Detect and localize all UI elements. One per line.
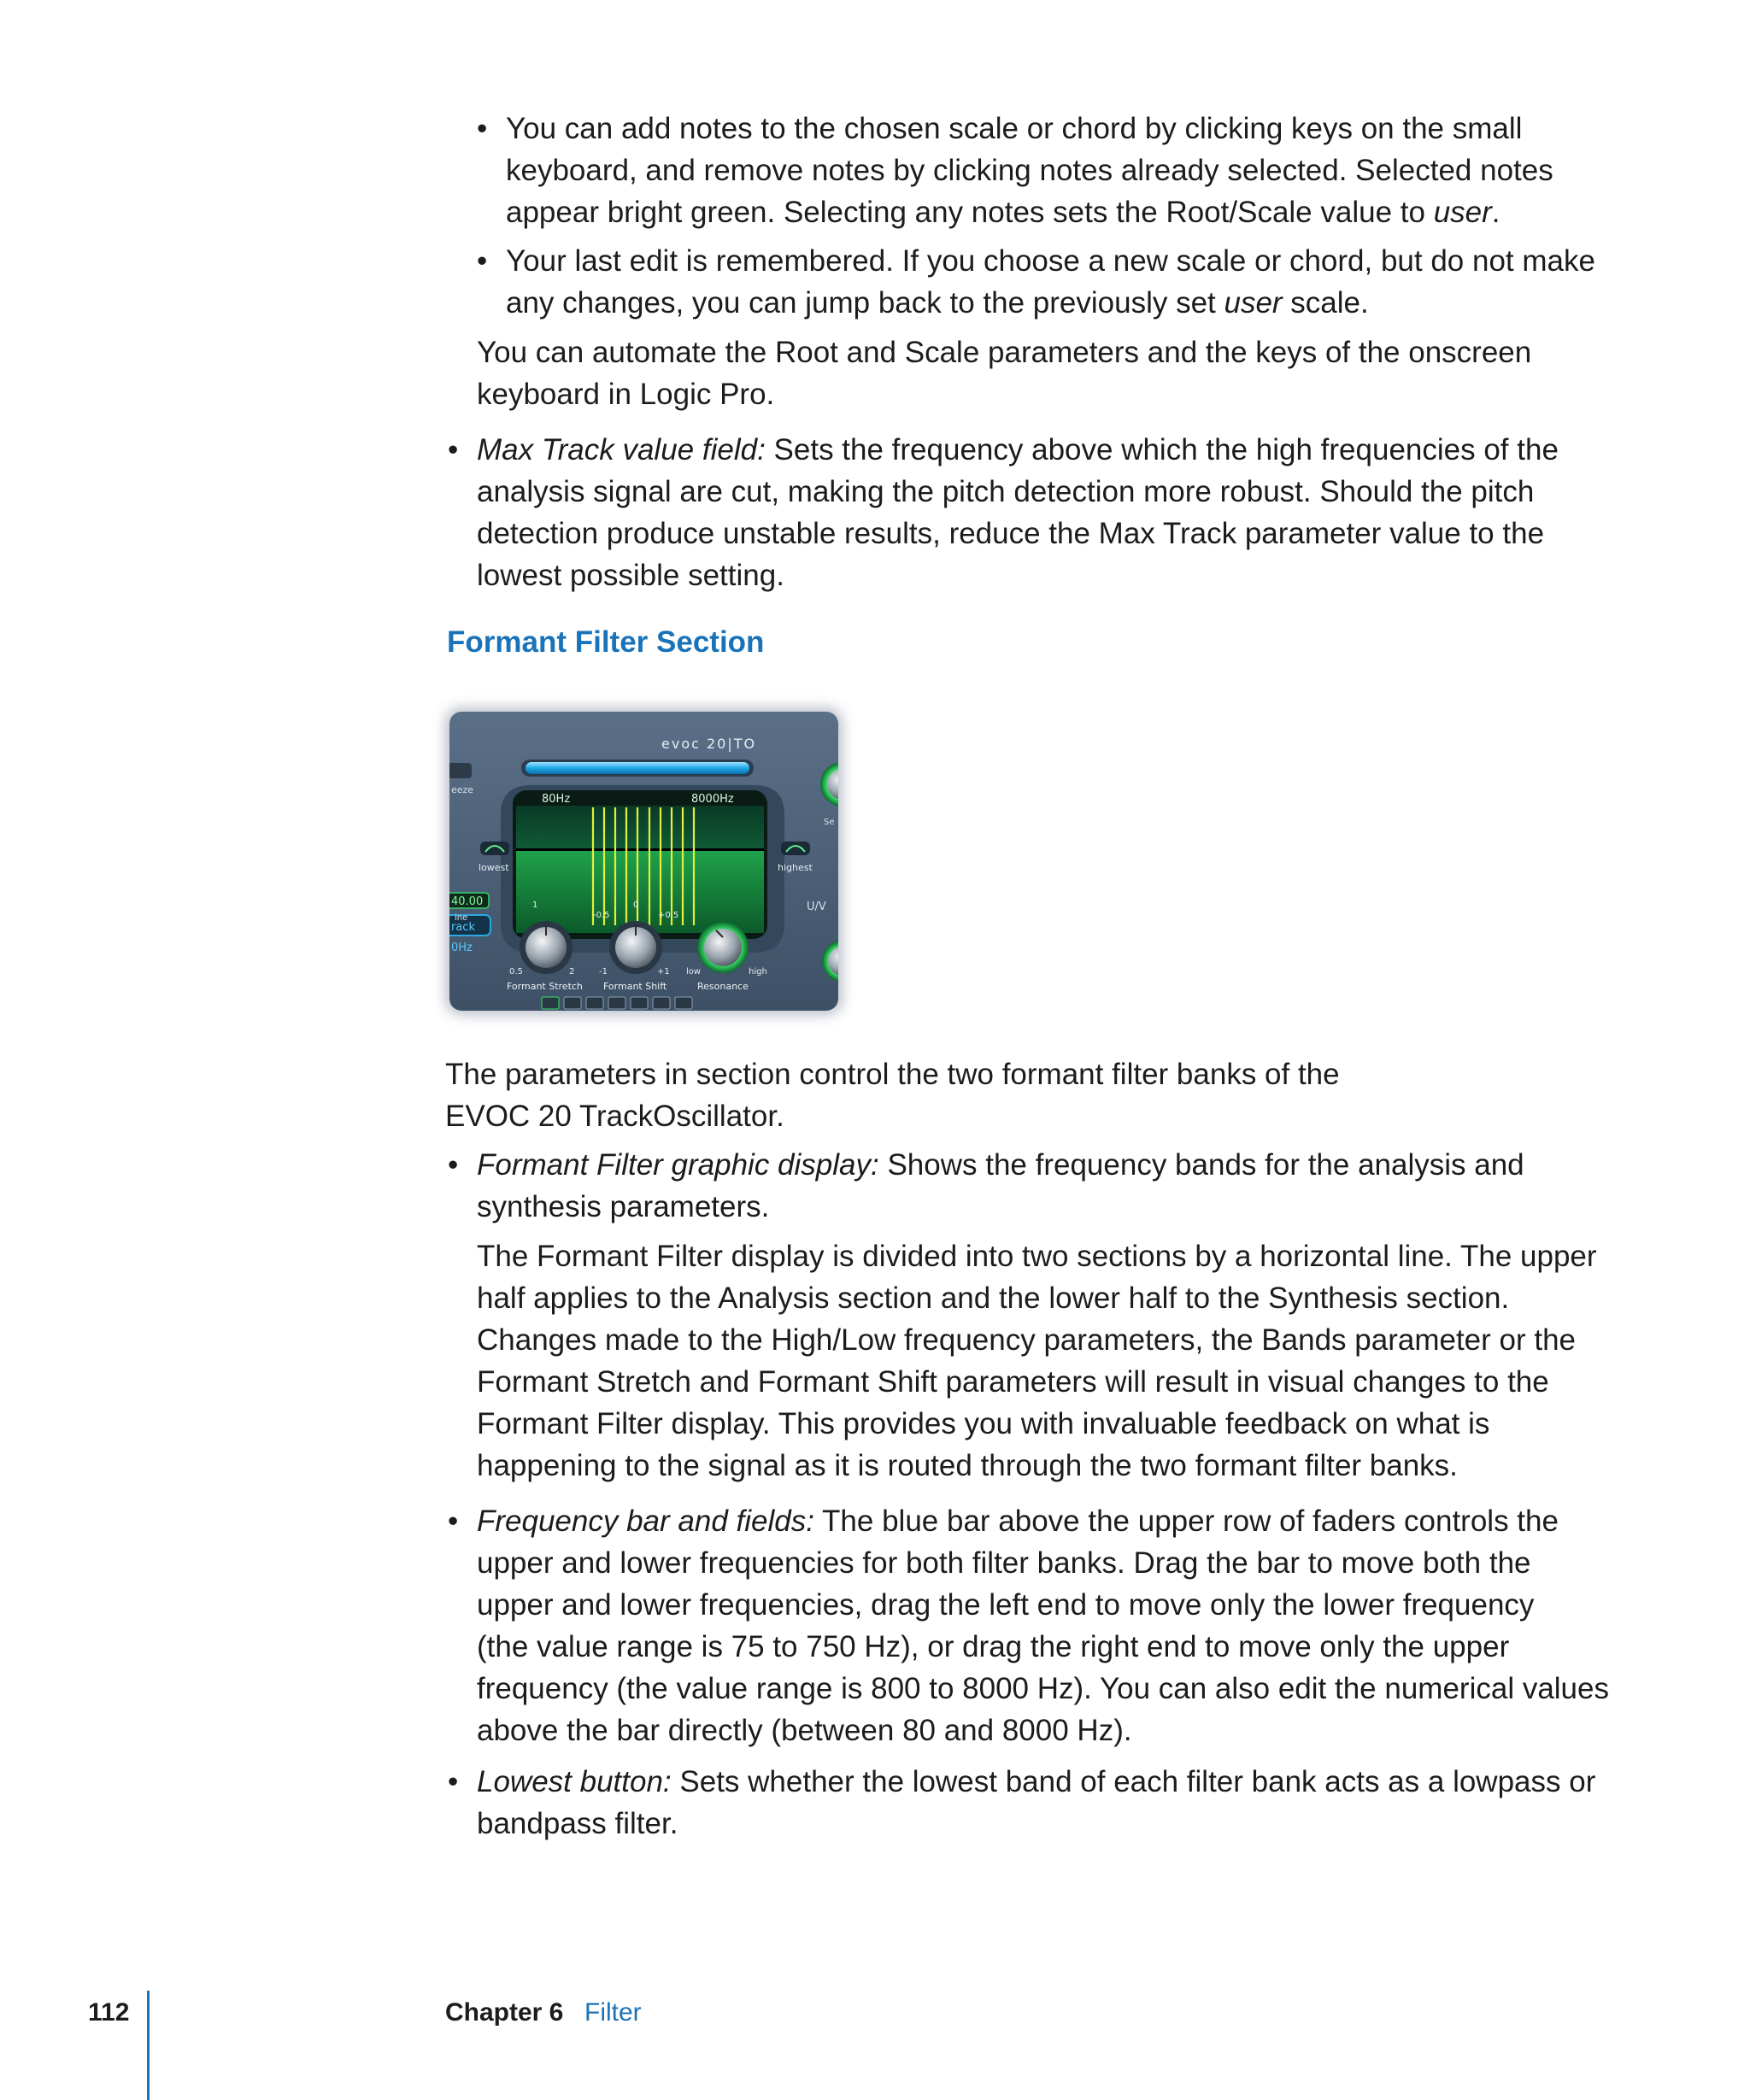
formant-filter-panel — [449, 712, 838, 1011]
list-item-last-edit — [477, 240, 1634, 324]
term-label: Frequency bar and fields: — [477, 1505, 814, 1538]
bullet-line — [477, 429, 1622, 471]
resonance-label: Resonance — [697, 981, 749, 992]
term-label: Formant Filter graphic display: — [477, 1148, 879, 1182]
formant-shift-label: Formant Shift — [603, 981, 667, 992]
tick-label: low — [686, 967, 702, 977]
bullet-line: analysis signal are cut, making the pitch detection more robust. Should the pitch — [477, 475, 1535, 508]
highest-button-label[interactable]: highest — [778, 862, 813, 873]
list-item-lowest-button — [448, 1761, 1630, 1845]
list-item-add-notes — [477, 108, 1617, 233]
display-paragraph — [477, 1235, 1630, 1487]
para-line: happening to the signal as it is routed through the two formant filter banks. — [477, 1449, 1458, 1482]
bullet-line: You can add notes to the chosen scale or chord by clicking keys on the small — [506, 112, 1523, 145]
tick-label: 2 — [569, 967, 575, 977]
text-run: Shows the frequency bands for the analysis and — [878, 1148, 1524, 1182]
para-line: keyboard in Logic Pro. — [477, 378, 775, 411]
list-item-graphic-display — [448, 1144, 1622, 1228]
automate-paragraph — [477, 331, 1622, 415]
bullet-mark: • — [477, 112, 488, 145]
bullet-mark: • — [477, 244, 488, 278]
bullet-line — [477, 1761, 1630, 1803]
bullet-line: frequency (the value range is 800 to 8000 Hz). You can also edit the numerical values — [477, 1672, 1609, 1705]
intro-paragraph — [445, 1053, 1624, 1137]
bullet-mark: • — [448, 433, 459, 466]
formant-filter-figure — [449, 712, 838, 1011]
formant-stretch-knob[interactable] — [520, 921, 573, 974]
footer-chapter-title[interactable]: Filter — [584, 1998, 642, 2027]
side-label-uv: U/V — [807, 900, 826, 913]
bullet-line — [477, 1144, 1622, 1186]
italic-term: user — [1224, 286, 1283, 320]
text-run: . — [1491, 196, 1500, 229]
term-label: Max Track value field: — [477, 433, 766, 466]
para-line: Changes made to the High/Low frequency parameters, the Bands parameter or the — [477, 1323, 1577, 1357]
tick-label: +1 — [657, 967, 670, 977]
text-run: Sets the frequency above which the high frequencies of the — [765, 433, 1559, 466]
bullet-line — [477, 1500, 1630, 1542]
list-item-max-track — [448, 429, 1622, 596]
side-label-ine: ine — [455, 913, 468, 923]
text-run: any changes, you can jump back to the previously set — [506, 286, 1224, 320]
list-item-frequency-bar — [448, 1500, 1630, 1751]
bullet-mark: • — [448, 1148, 459, 1182]
bullet-line: Your last edit is remembered. If you choose a new scale or chord, but do not make — [506, 244, 1595, 278]
side-value-display: 40.00 — [451, 895, 484, 908]
text-run: Sets whether the lowest band of each filter bank acts as a lowpass or — [671, 1765, 1596, 1798]
bullet-line — [506, 191, 1617, 233]
bullet-line: (the value range is 75 to 750 Hz), or drag the right end to move only the upper — [477, 1630, 1510, 1663]
tick-label: 1 — [532, 900, 538, 910]
tick-label: 0.5 — [509, 967, 523, 977]
formant-shift-knob[interactable] — [609, 921, 662, 974]
italic-term: user — [1433, 196, 1492, 229]
tick-label: -1 — [599, 967, 608, 977]
device-brand-label: evoc 20|TO — [661, 736, 757, 752]
footer-divider — [147, 1991, 150, 2100]
bullet-line: above the bar directly (between 80 and 8000 Hz). — [477, 1714, 1132, 1747]
para-line: half applies to the Analysis section and the lower half to the Synthesis section. — [477, 1282, 1510, 1315]
side-label-track: rack — [451, 921, 475, 934]
text-run: The blue bar above the upper row of faders controls the — [813, 1505, 1559, 1538]
high-frequency-field[interactable]: 8000Hz — [691, 793, 734, 806]
para-line: Formant Stretch and Formant Shift parameters will result in visual changes to the — [477, 1365, 1549, 1399]
text-run: scale. — [1282, 286, 1369, 320]
bullet-line — [506, 282, 1634, 324]
section-heading: Formant Filter Section — [447, 625, 765, 659]
tick-label: 0 — [633, 900, 639, 910]
frequency-bar[interactable] — [526, 762, 749, 774]
para-line: Formant Filter display. This provides you with invaluable feedback on what is — [477, 1407, 1490, 1440]
page-number: 112 — [88, 1998, 130, 2027]
bullet-line: upper and lower frequencies for both filter banks. Drag the bar to move both the — [477, 1546, 1531, 1580]
bullet-line: bandpass filter. — [477, 1807, 678, 1840]
para-line: The Formant Filter display is divided into two sections by a horizontal line. The upper — [477, 1240, 1597, 1273]
side-label-se: Se — [824, 818, 835, 827]
text-run: appear bright green. Selecting any notes sets the Root/Scale value to — [506, 196, 1434, 229]
tick-label: +0.5 — [658, 911, 679, 920]
bullet-line: keyboard, and remove notes by clicking notes already selected. Selected notes — [506, 154, 1553, 187]
lowest-button-label[interactable]: lowest — [479, 862, 509, 873]
bullet-line: synthesis parameters. — [477, 1190, 770, 1223]
bullet-line: detection produce unstable results, reduce the Max Track parameter value to the — [477, 517, 1545, 550]
bullet-line: lowest possible setting. — [477, 559, 784, 592]
bullet-mark: • — [448, 1505, 459, 1538]
formant-stretch-label: Formant Stretch — [507, 981, 583, 992]
tick-label: -0.5 — [593, 911, 610, 920]
side-label-hz: 0Hz — [451, 941, 473, 954]
side-label-freeze: eeze — [451, 784, 474, 795]
term-label: Lowest button: — [477, 1765, 672, 1798]
low-frequency-field[interactable]: 80Hz — [542, 793, 571, 806]
tick-label: high — [749, 967, 767, 977]
bullet-line: upper and lower frequencies, drag the left end to move only the lower frequency — [477, 1588, 1535, 1622]
bullet-mark: • — [448, 1765, 459, 1798]
footer-chapter: Chapter 6 — [445, 1998, 564, 2027]
resonance-knob[interactable] — [697, 922, 749, 973]
para-line: The parameters in section control the two formant filter banks of the — [445, 1058, 1340, 1091]
para-line: EVOC 20 TrackOscillator. — [445, 1100, 784, 1133]
para-line: You can automate the Root and Scale parameters and the keys of the onscreen — [477, 336, 1532, 369]
